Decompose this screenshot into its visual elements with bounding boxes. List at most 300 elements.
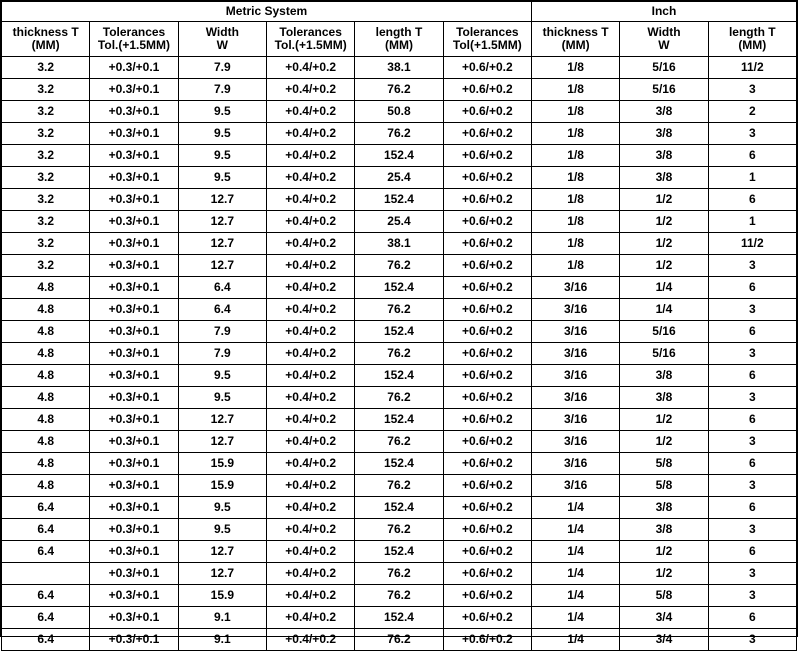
table-cell: +0.4/+0.2	[266, 409, 354, 431]
table-cell: 3	[708, 79, 796, 101]
table-cell: 1/2	[620, 563, 708, 585]
table-cell: +0.3/+0.1	[90, 255, 178, 277]
table-cell: 9.1	[178, 607, 266, 629]
table-cell: 76.2	[355, 563, 443, 585]
table-cell: 3/16	[531, 431, 619, 453]
table-cell: +0.4/+0.2	[266, 233, 354, 255]
table-cell: +0.3/+0.1	[90, 233, 178, 255]
table-cell: 9.5	[178, 123, 266, 145]
table-cell: 1/2	[620, 255, 708, 277]
table-cell: 3.2	[2, 57, 90, 79]
table-cell: 3	[708, 519, 796, 541]
table-cell: 76.2	[355, 79, 443, 101]
table-cell: +0.6/+0.2	[443, 233, 531, 255]
table-row	[2, 255, 797, 277]
table-row	[2, 475, 797, 497]
table-cell: 6	[708, 409, 796, 431]
table-cell: 3/8	[620, 101, 708, 123]
table-cell: +0.6/+0.2	[443, 365, 531, 387]
table-cell: 2	[708, 101, 796, 123]
column-header-length-metric	[355, 22, 443, 57]
table-cell: 9.5	[178, 387, 266, 409]
table-cell: 4.8	[2, 365, 90, 387]
table-row	[2, 233, 797, 255]
table-cell: 1/4	[531, 541, 619, 563]
table-cell: +0.3/+0.1	[90, 607, 178, 629]
table-cell: 1/8	[531, 57, 619, 79]
column-header-line1: length T	[375, 24, 423, 39]
column-header-line1: Tolerances	[456, 24, 519, 39]
table-cell: 3.2	[2, 255, 90, 277]
table-cell: +0.4/+0.2	[266, 321, 354, 343]
table-cell: 152.4	[355, 189, 443, 211]
table-cell: 1/8	[531, 101, 619, 123]
table-cell: +0.6/+0.2	[443, 145, 531, 167]
table-row	[2, 365, 797, 387]
column-header-line1: thickness T	[542, 24, 609, 39]
table-cell: +0.6/+0.2	[443, 101, 531, 123]
table-cell: +0.4/+0.2	[266, 607, 354, 629]
table-cell: 76.2	[355, 585, 443, 607]
table-cell: 12.7	[178, 431, 266, 453]
table-cell: 1/8	[531, 123, 619, 145]
table-cell: 9.5	[178, 145, 266, 167]
table-cell: 1/2	[620, 233, 708, 255]
table-cell: 3	[708, 563, 796, 585]
column-header-line1: Width	[647, 24, 681, 39]
table-cell: +0.3/+0.1	[90, 585, 178, 607]
table-cell: 1/4	[620, 299, 708, 321]
table-cell: 3/4	[620, 607, 708, 629]
table-cell: +0.4/+0.2	[266, 387, 354, 409]
group-header-inch: Inch	[531, 2, 796, 22]
table-cell: 3/8	[620, 123, 708, 145]
table-cell: +0.4/+0.2	[266, 475, 354, 497]
table-cell: 4.8	[2, 343, 90, 365]
table-cell: 76.2	[355, 431, 443, 453]
table-cell: +0.4/+0.2	[266, 541, 354, 563]
table-cell: 5/16	[620, 321, 708, 343]
table-cell: +0.3/+0.1	[90, 387, 178, 409]
table-cell: 3	[708, 585, 796, 607]
column-header-length-inch	[708, 22, 796, 57]
column-header-line2: Tol(+1.5MM)	[452, 38, 522, 52]
table-cell: +0.3/+0.1	[90, 167, 178, 189]
table-cell: +0.4/+0.2	[266, 101, 354, 123]
table-cell: +0.6/+0.2	[443, 453, 531, 475]
table-row	[2, 497, 797, 519]
table-cell: 6.4	[2, 541, 90, 563]
table-cell: 5/16	[620, 343, 708, 365]
column-header-line2: (MM)	[384, 38, 413, 52]
table-row	[2, 79, 797, 101]
table-cell: +0.6/+0.2	[443, 343, 531, 365]
table-cell: +0.3/+0.1	[90, 497, 178, 519]
column-header-thickness-inch	[531, 22, 619, 57]
table-cell: 152.4	[355, 541, 443, 563]
table-row	[2, 189, 797, 211]
table-cell: 6	[708, 453, 796, 475]
table-cell: +0.6/+0.2	[443, 409, 531, 431]
table-cell: 3	[708, 343, 796, 365]
table-row	[2, 607, 797, 629]
table-cell: +0.6/+0.2	[443, 57, 531, 79]
table-cell: +0.6/+0.2	[443, 167, 531, 189]
table-cell: 5/8	[620, 585, 708, 607]
table-cell: 3.2	[2, 211, 90, 233]
table-cell: 9.1	[178, 629, 266, 651]
table-row	[2, 585, 797, 607]
table-cell: 38.1	[355, 57, 443, 79]
table-cell: 3/16	[531, 277, 619, 299]
table-cell: 76.2	[355, 299, 443, 321]
table-cell: 3	[708, 475, 796, 497]
table-cell: +0.4/+0.2	[266, 79, 354, 101]
table-cell: +0.3/+0.1	[90, 563, 178, 585]
table-cell: +0.3/+0.1	[90, 629, 178, 651]
table-cell: 6	[708, 607, 796, 629]
table-cell: +0.4/+0.2	[266, 629, 354, 651]
column-header-line1: Tolerances	[102, 24, 166, 39]
column-header-line1: thickness T	[12, 24, 79, 39]
table-cell: 11/2	[708, 57, 796, 79]
table-cell: 4.8	[2, 453, 90, 475]
table-cell: 3.2	[2, 145, 90, 167]
column-header-line1: length T	[728, 24, 776, 39]
table-cell: +0.3/+0.1	[90, 211, 178, 233]
table-cell: +0.6/+0.2	[443, 497, 531, 519]
table-cell: 3	[708, 431, 796, 453]
table-cell: 1/2	[620, 211, 708, 233]
table-cell: 15.9	[178, 475, 266, 497]
table-cell: +0.3/+0.1	[90, 57, 178, 79]
table-cell: 1/8	[531, 233, 619, 255]
table-cell: 6	[708, 277, 796, 299]
table-cell: 1/4	[620, 277, 708, 299]
table-cell: +0.3/+0.1	[90, 343, 178, 365]
table-cell: 3.2	[2, 167, 90, 189]
table-cell: +0.6/+0.2	[443, 629, 531, 651]
table-row	[2, 145, 797, 167]
table-cell: +0.4/+0.2	[266, 299, 354, 321]
table-cell: 76.2	[355, 255, 443, 277]
table-cell: 15.9	[178, 585, 266, 607]
table-cell: 6	[708, 189, 796, 211]
table-cell: 152.4	[355, 277, 443, 299]
table-cell: +0.6/+0.2	[443, 563, 531, 585]
table-cell: 1/8	[531, 189, 619, 211]
table-cell: 1/4	[531, 497, 619, 519]
table-cell: 152.4	[355, 607, 443, 629]
table-cell: 4.8	[2, 475, 90, 497]
table-cell: 50.8	[355, 101, 443, 123]
table-cell: 1/4	[531, 563, 619, 585]
table-cell: 3	[708, 123, 796, 145]
table-cell: 3.2	[2, 189, 90, 211]
column-header-thickness-metric	[2, 22, 90, 57]
table-cell: +0.4/+0.2	[266, 57, 354, 79]
table-cell: +0.4/+0.2	[266, 211, 354, 233]
table-cell: +0.6/+0.2	[443, 607, 531, 629]
specification-table	[1, 1, 797, 651]
table-row	[2, 321, 797, 343]
table-cell: 12.7	[178, 189, 266, 211]
table-cell: +0.3/+0.1	[90, 365, 178, 387]
table-cell: 5/16	[620, 57, 708, 79]
table-cell: 152.4	[355, 409, 443, 431]
table-cell: +0.3/+0.1	[90, 79, 178, 101]
table-cell: 15.9	[178, 453, 266, 475]
table-cell: 6.4	[2, 519, 90, 541]
table-cell: 152.4	[355, 145, 443, 167]
table-cell: +0.6/+0.2	[443, 255, 531, 277]
table-row	[2, 211, 797, 233]
table-cell: 1/4	[531, 629, 619, 651]
table-cell: +0.4/+0.2	[266, 453, 354, 475]
table-cell: 1/8	[531, 79, 619, 101]
table-cell: +0.3/+0.1	[90, 145, 178, 167]
table-cell: 76.2	[355, 123, 443, 145]
column-header-thickness-tolerance	[90, 22, 178, 57]
table-cell: 12.7	[178, 233, 266, 255]
table-row	[2, 167, 797, 189]
table-cell: +0.6/+0.2	[443, 519, 531, 541]
table-cell: +0.6/+0.2	[443, 277, 531, 299]
column-header-row	[2, 22, 797, 57]
table-cell: +0.4/+0.2	[266, 145, 354, 167]
table-cell: 76.2	[355, 475, 443, 497]
table-cell: 6.4	[2, 497, 90, 519]
table-cell: +0.6/+0.2	[443, 211, 531, 233]
table-cell: 1/8	[531, 255, 619, 277]
table-cell: 6	[708, 321, 796, 343]
table-cell: +0.6/+0.2	[443, 541, 531, 563]
table-cell: 1/8	[531, 211, 619, 233]
table-header	[2, 2, 797, 57]
table-row	[2, 101, 797, 123]
column-header-length-tolerance	[443, 22, 531, 57]
table-cell: +0.3/+0.1	[90, 431, 178, 453]
table-cell: 1	[708, 167, 796, 189]
table-cell: 6	[708, 541, 796, 563]
table-cell: +0.6/+0.2	[443, 189, 531, 211]
table-cell: 6.4	[2, 607, 90, 629]
table-cell: 5/8	[620, 475, 708, 497]
table-cell: 76.2	[355, 629, 443, 651]
table-cell: 6	[708, 365, 796, 387]
table-cell	[2, 563, 90, 585]
table-cell: 6.4	[178, 277, 266, 299]
table-cell: 3.2	[2, 233, 90, 255]
table-cell: 3/16	[531, 453, 619, 475]
table-cell: 5/16	[620, 79, 708, 101]
table-cell: 1/2	[620, 541, 708, 563]
table-cell: 9.5	[178, 101, 266, 123]
table-cell: 7.9	[178, 57, 266, 79]
table-cell: 12.7	[178, 255, 266, 277]
table-cell: 4.8	[2, 431, 90, 453]
table-cell: 4.8	[2, 299, 90, 321]
table-row	[2, 453, 797, 475]
table-cell: 3/8	[620, 365, 708, 387]
table-body	[2, 57, 797, 651]
column-header-line2: (MM)	[738, 38, 767, 52]
table-cell: +0.6/+0.2	[443, 123, 531, 145]
table-cell: +0.4/+0.2	[266, 343, 354, 365]
table-cell: 3	[708, 255, 796, 277]
table-cell: +0.6/+0.2	[443, 585, 531, 607]
column-header-line2: (MM)	[31, 38, 60, 52]
table-row	[2, 57, 797, 79]
table-cell: 3/16	[531, 365, 619, 387]
table-row	[2, 431, 797, 453]
column-header-line1: Width	[205, 24, 239, 39]
table-cell: 1/2	[620, 189, 708, 211]
table-cell: +0.3/+0.1	[90, 189, 178, 211]
table-cell: +0.3/+0.1	[90, 101, 178, 123]
table-cell: +0.4/+0.2	[266, 497, 354, 519]
table-cell: 3.2	[2, 123, 90, 145]
column-header-line2: (MM)	[561, 38, 590, 52]
table-row	[2, 541, 797, 563]
group-header-row	[2, 2, 797, 22]
table-row	[2, 387, 797, 409]
table-cell: +0.4/+0.2	[266, 277, 354, 299]
table-cell: 3	[708, 387, 796, 409]
table-cell: 25.4	[355, 211, 443, 233]
table-cell: 3/16	[531, 409, 619, 431]
table-row	[2, 299, 797, 321]
column-header-width-tolerance	[266, 22, 354, 57]
table-cell: 3/16	[531, 343, 619, 365]
table-cell: 152.4	[355, 497, 443, 519]
table-cell: 3/16	[531, 475, 619, 497]
column-header-line2: Tol.(+1.5MM)	[274, 38, 347, 52]
table-cell: 1/2	[620, 431, 708, 453]
table-row	[2, 519, 797, 541]
table-cell: +0.3/+0.1	[90, 409, 178, 431]
table-cell: 9.5	[178, 167, 266, 189]
table-cell: 1/8	[531, 167, 619, 189]
table-row	[2, 277, 797, 299]
table-cell: 4.8	[2, 321, 90, 343]
table-cell: 6	[708, 497, 796, 519]
table-cell: 1/8	[531, 145, 619, 167]
table-cell: 3/16	[531, 321, 619, 343]
table-cell: +0.3/+0.1	[90, 321, 178, 343]
table-cell: 3.2	[2, 101, 90, 123]
table-cell: +0.6/+0.2	[443, 431, 531, 453]
table-cell: 76.2	[355, 519, 443, 541]
table-cell: 152.4	[355, 321, 443, 343]
table-cell: 12.7	[178, 409, 266, 431]
table-row	[2, 409, 797, 431]
table-cell: 3	[708, 299, 796, 321]
table-cell: +0.4/+0.2	[266, 167, 354, 189]
table-cell: 25.4	[355, 167, 443, 189]
table-cell: 9.5	[178, 519, 266, 541]
column-header-line1: Tolerances	[279, 24, 342, 39]
table-cell: +0.4/+0.2	[266, 585, 354, 607]
table-cell: 3.2	[2, 79, 90, 101]
table-cell: +0.3/+0.1	[90, 519, 178, 541]
table-cell: 1/2	[620, 409, 708, 431]
table-row	[2, 563, 797, 585]
table-cell: 4.8	[2, 387, 90, 409]
table-cell: 3/8	[620, 167, 708, 189]
table-cell: 6.4	[178, 299, 266, 321]
table-cell: +0.3/+0.1	[90, 541, 178, 563]
column-header-line2: W	[658, 38, 670, 52]
table-cell: 5/8	[620, 453, 708, 475]
table-cell: 12.7	[178, 563, 266, 585]
table-cell: 1	[708, 211, 796, 233]
table-cell: 9.5	[178, 365, 266, 387]
table-cell: 7.9	[178, 343, 266, 365]
table-cell: 7.9	[178, 321, 266, 343]
table-cell: 1/4	[531, 519, 619, 541]
table-cell: 4.8	[2, 409, 90, 431]
table-cell: +0.4/+0.2	[266, 365, 354, 387]
table-cell: 1/4	[531, 607, 619, 629]
table-cell: 6	[708, 145, 796, 167]
table-cell: +0.6/+0.2	[443, 475, 531, 497]
table-cell: +0.6/+0.2	[443, 299, 531, 321]
column-header-width-inch	[620, 22, 708, 57]
table-row	[2, 629, 797, 651]
column-header-line2: W	[216, 38, 228, 52]
table-cell: 3/16	[531, 387, 619, 409]
table-row	[2, 343, 797, 365]
table-cell: 3/8	[620, 497, 708, 519]
table-row	[2, 123, 797, 145]
table-cell: 6.4	[2, 629, 90, 651]
table-cell: 7.9	[178, 79, 266, 101]
table-cell: 6.4	[2, 585, 90, 607]
table-cell: +0.4/+0.2	[266, 255, 354, 277]
table-cell: +0.3/+0.1	[90, 453, 178, 475]
table-cell: 152.4	[355, 365, 443, 387]
column-header-line2: Tol.(+1.5MM)	[97, 38, 171, 52]
table-cell: 12.7	[178, 541, 266, 563]
table-cell: 3/4	[620, 629, 708, 651]
table-cell: 4.8	[2, 277, 90, 299]
table-cell: +0.3/+0.1	[90, 299, 178, 321]
table-cell: +0.3/+0.1	[90, 123, 178, 145]
table-cell: 152.4	[355, 453, 443, 475]
table-cell: +0.3/+0.1	[90, 475, 178, 497]
group-header-metric: Metric System	[2, 2, 532, 22]
table-cell: 9.5	[178, 497, 266, 519]
table-cell: 3/16	[531, 299, 619, 321]
column-header-width-metric	[178, 22, 266, 57]
table-cell: 11/2	[708, 233, 796, 255]
table-cell: +0.4/+0.2	[266, 431, 354, 453]
table-cell: +0.4/+0.2	[266, 563, 354, 585]
table-cell: 3	[708, 629, 796, 651]
table-cell: 3/8	[620, 145, 708, 167]
table-cell: 3/8	[620, 387, 708, 409]
table-cell: +0.4/+0.2	[266, 519, 354, 541]
table-cell: +0.3/+0.1	[90, 277, 178, 299]
table-cell: +0.6/+0.2	[443, 387, 531, 409]
table-cell: 3/8	[620, 519, 708, 541]
table-cell: 1/4	[531, 585, 619, 607]
table-cell: 76.2	[355, 387, 443, 409]
table-cell: 76.2	[355, 343, 443, 365]
table-cell: +0.4/+0.2	[266, 123, 354, 145]
table-cell: +0.6/+0.2	[443, 79, 531, 101]
